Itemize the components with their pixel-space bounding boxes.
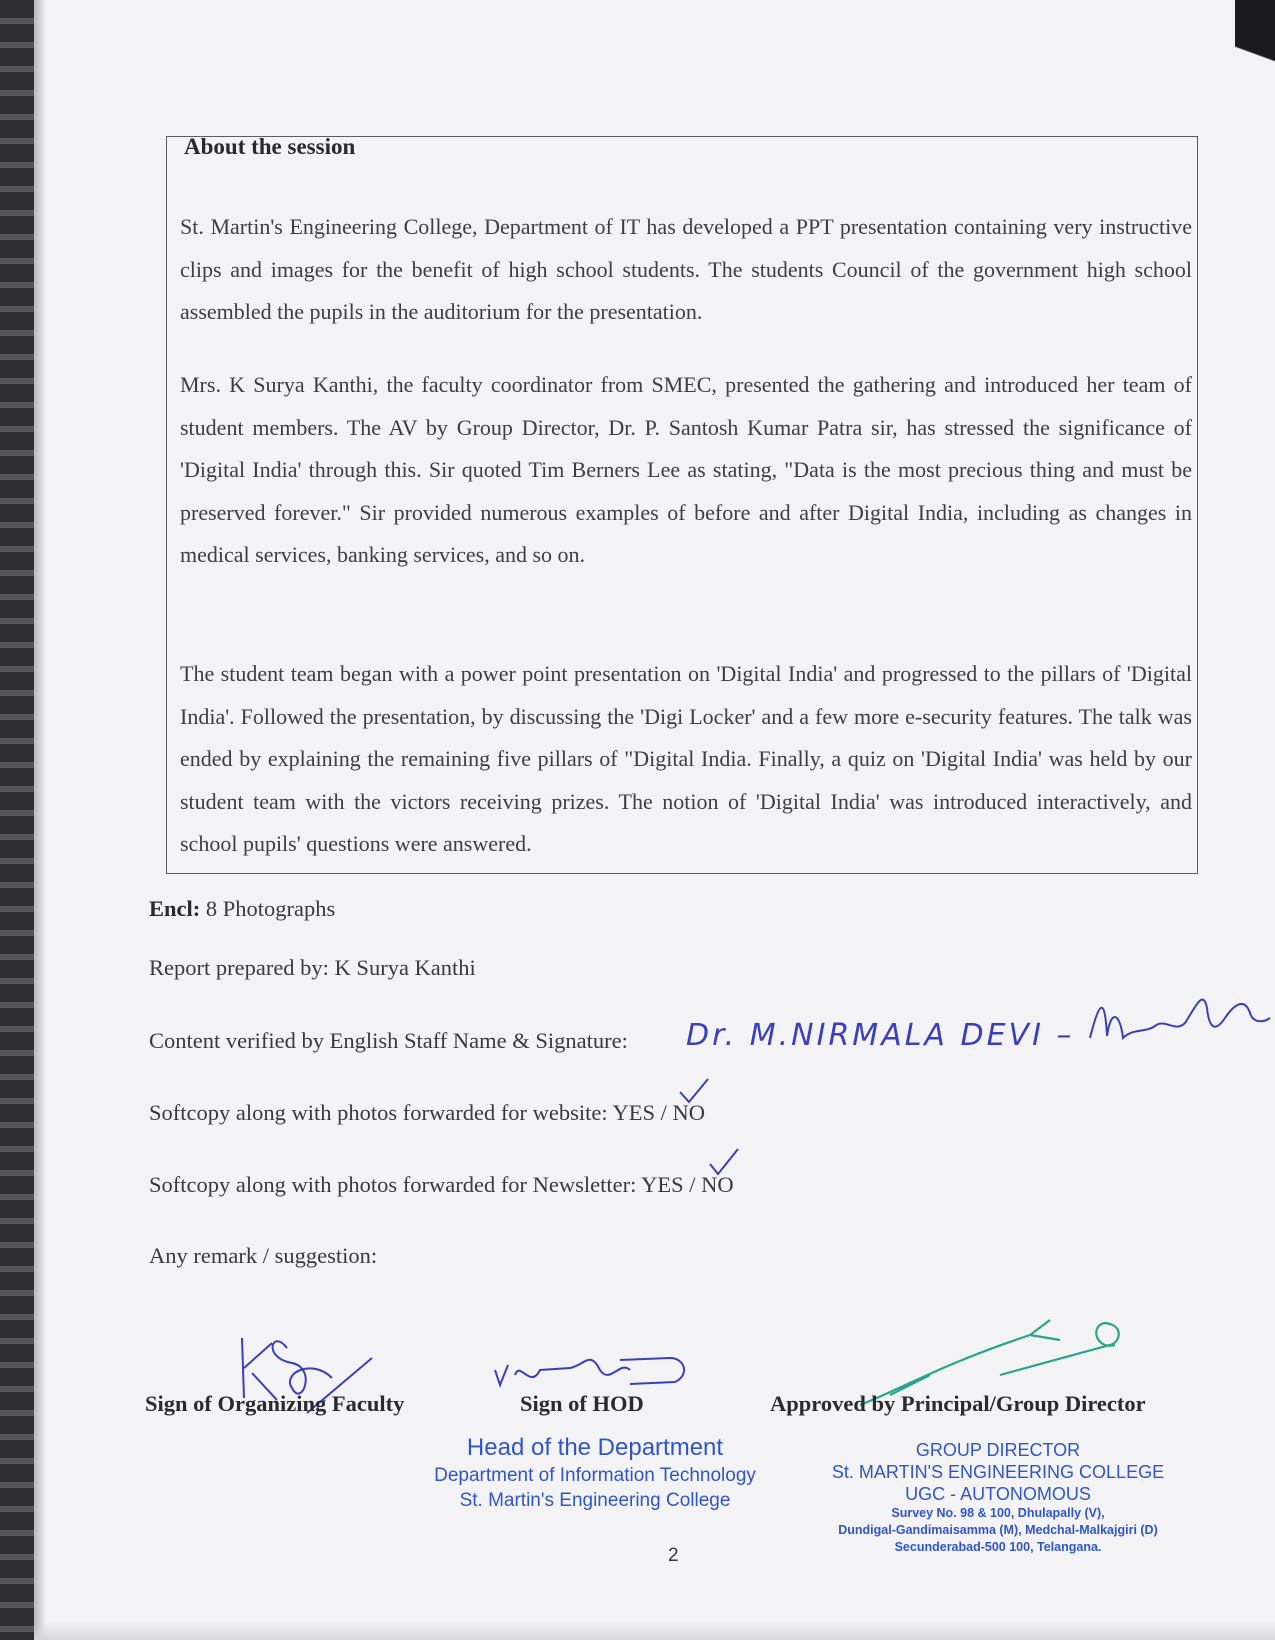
principal-stamp-line-1: GROUP DIRECTOR (915, 1440, 1081, 1460)
principal-stamp (808, 1439, 1188, 1556)
scan-edge-left (0, 0, 34, 1640)
verifier-signature (1085, 978, 1275, 1058)
principal-signature-label: Approved by Principal/Group Director (770, 1391, 1146, 1416)
session-paragraph-3: The student team began with a power point presentation on 'Digital India' and progressed to the pillars of 'Digital India'. Followed the presentation, by discussing the 'Digi Locker' and a few more e-security features. The talk was ended by explaining the remaining five pillars of "Digital India. Finally, a quiz on 'Digital India' was held by our student team with the victors receiving prizes. The notion of 'Digital India' was introduced interactively, and school pupils' questions were answered. (180, 661, 1192, 856)
session-title: About the session (184, 134, 356, 159)
hod-stamp (405, 1433, 785, 1513)
principal-stamp-line-6: Secunderabad-500 100, Telangana. (894, 1540, 1102, 1554)
hod-stamp-line-3: St. Martin's Engineering College (459, 1490, 731, 1511)
website-line: Softcopy along with photos forwarded for website: YES / NO (149, 1100, 705, 1125)
bottom-shadow (34, 1622, 1275, 1640)
verifier-handwritten-name: Dr. M.NIRMALA DEVI – (686, 1018, 1075, 1053)
prepared-by: Report prepared by: K Surya Kanthi (149, 955, 476, 980)
principal-stamp-line-5: Dundigal-Gandimaisamma (M), Medchal-Malkajgiri (D) (838, 1523, 1158, 1537)
session-paragraph-2: Mrs. K Surya Kanthi, the faculty coordinator from SMEC, presented the gathering and introduced her team of student members. The AV by Group Director, Dr. P. Santosh Kumar Patra sir, has stressed the significance of 'Digital India' through this. Sir quoted Tim Berners Lee as stating, "Data is the most precious thing and must be preserved forever." Sir provided numerous examples of before and after Digital India, including as changes in medical services, banking services, and so on. (180, 372, 1192, 567)
encl-value: 8 Photographs (205, 896, 336, 921)
scan-corner (1235, 0, 1275, 120)
principal-stamp-line-3: UGC - AUTONOMOUS (905, 1484, 1091, 1504)
principal-stamp-line-4: Survey No. 98 & 100, Dhulapally (V), (891, 1506, 1105, 1520)
website-yes-tick-icon (676, 1076, 712, 1106)
remark-label: Any remark / suggestion: (149, 1243, 378, 1268)
hod-stamp-line-1: Head of the Department (466, 1434, 724, 1461)
encl-label: Encl: (149, 896, 201, 921)
principal-stamp-line-2: St. MARTIN'S ENGINEERING COLLEGE (831, 1462, 1165, 1482)
newsletter-line: Softcopy along with photos forwarded for Newsletter: YES / NO (149, 1172, 734, 1197)
hod-stamp-line-2: Department of Information Technology (434, 1465, 756, 1486)
enclosure-line (149, 896, 335, 922)
newsletter-yes-tick-icon (706, 1146, 742, 1178)
verified-label: Content verified by English Staff Name & Signature: (149, 1028, 628, 1053)
session-paragraph-1: St. Martin's Engineering College, Department of IT has developed a PPT presentation containing very instructive clips and images for the benefit of high school students. The students Council of the government high school assembled the pupils in the auditorium for the presentation. (180, 214, 1192, 324)
page-number: 2 (668, 1545, 679, 1566)
hod-signature-label: Sign of HOD (520, 1391, 644, 1416)
organizer-signature-label: Sign of Organizing Faculty (145, 1391, 405, 1416)
